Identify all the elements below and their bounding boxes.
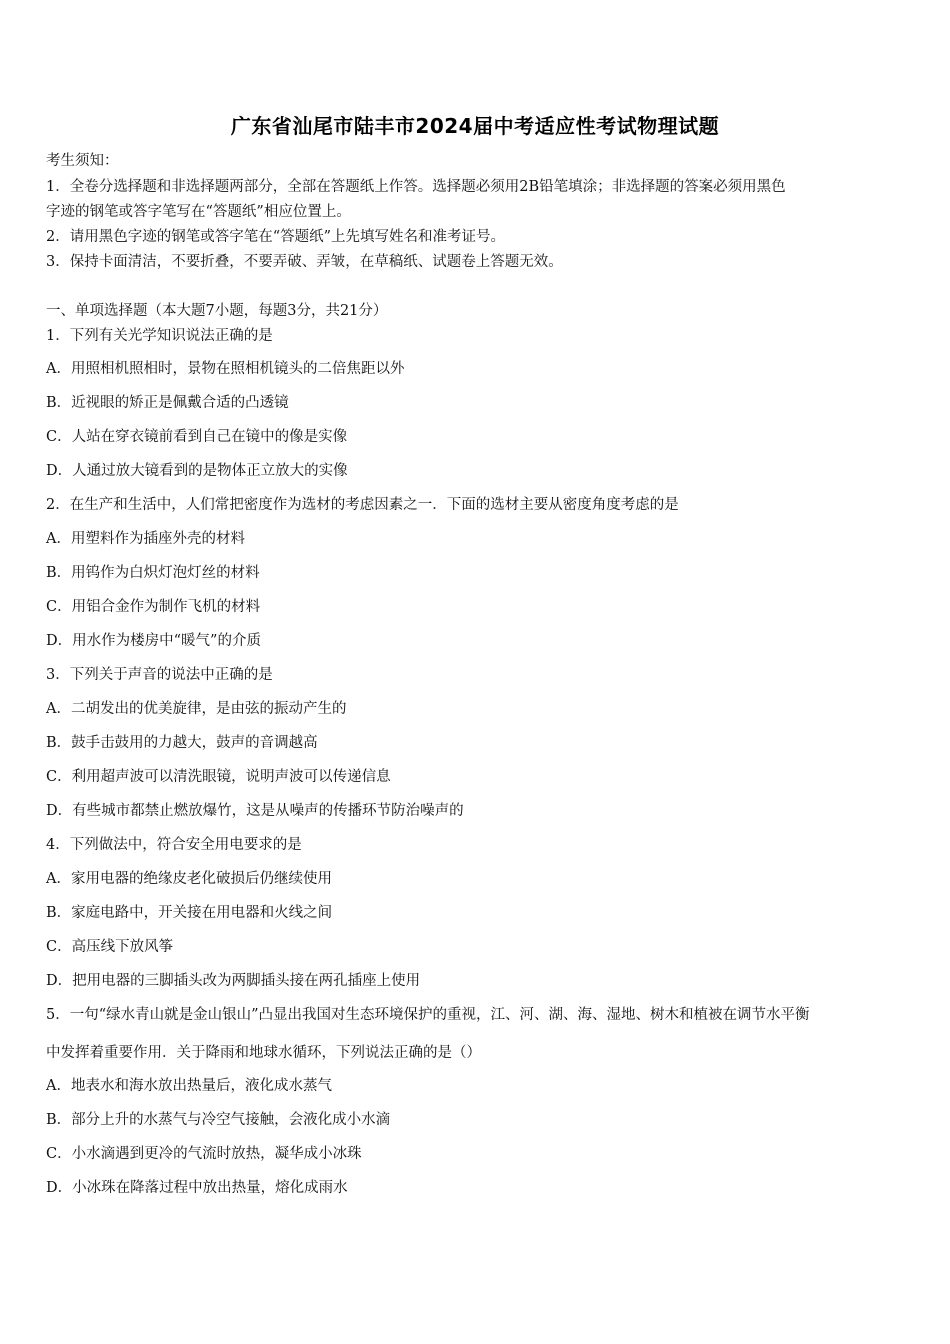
question-option: D．小冰珠在降落过程中放出热量，熔化成雨水 [46, 1180, 348, 1196]
question-stem: 3．下列关于声音的说法中正确的是 [46, 667, 273, 683]
page-title: 广东省汕尾市陆丰市2024届中考适应性考试物理试题 [230, 114, 720, 138]
notice-item: 1．全卷分选择题和非选择题两部分，全部在答题纸上作答。选择题必须用2B铅笔填涂；非选择题的答案必须用黑色 [46, 179, 786, 195]
question-option: C．人站在穿衣镜前看到自己在镜中的像是实像 [46, 429, 348, 445]
question-option: C．用铝合金作为制作飞机的材料 [46, 599, 261, 615]
question-option: D．用水作为楼房中“暖气”的介质 [46, 633, 261, 649]
section-heading: 一、单项选择题（本大题7小题，每题3分，共21分） [46, 303, 388, 319]
notice-item: 2．请用黑色字迹的钢笔或答字笔在“答题纸”上先填写姓名和准考证号。 [46, 229, 506, 245]
question-option: D．把用电器的三脚插头改为两脚插头接在两孔插座上使用 [46, 973, 421, 989]
question-option: C．利用超声波可以清洗眼镜，说明声波可以传递信息 [46, 769, 391, 785]
question-stem: 1．下列有关光学知识说法正确的是 [46, 328, 273, 344]
question-option: C．高压线下放风筝 [46, 939, 174, 955]
question-option: B．部分上升的水蒸气与冷空气接触，会液化成小水滴 [46, 1112, 391, 1128]
notice-heading: 考生须知： [46, 153, 119, 169]
notice-item: 3．保持卡面清洁，不要折叠，不要弄破、弄皱，在草稿纸、试题卷上答题无效。 [46, 254, 563, 270]
question-option: B．近视眼的矫正是佩戴合适的凸透镜 [46, 395, 289, 411]
question-option: B．用钨作为白炽灯泡灯丝的材料 [46, 565, 260, 581]
question-option: A．地表水和海水放出热量后，液化成水蒸气 [46, 1078, 332, 1094]
question-option: A．二胡发出的优美旋律，是由弦的振动产生的 [46, 701, 347, 717]
notice-item: 字迹的钢笔或答字笔写在“答题纸”相应位置上。 [46, 204, 351, 220]
question-option: D．人通过放大镜看到的是物体正立放大的实像 [46, 463, 348, 479]
question-option: B．鼓手击鼓用的力越大，鼓声的音调越高 [46, 735, 318, 751]
question-option: A．用照相机照相时，景物在照相机镜头的二倍焦距以外 [46, 361, 405, 377]
question-stem: 2．在生产和生活中，人们常把密度作为选材的考虑因素之一．下面的选材主要从密度角度考虑的是 [46, 497, 679, 513]
question-option: B．家庭电路中，开关接在用电器和火线之间 [46, 905, 333, 921]
question-stem: 5．一句“绿水青山就是金山银山”凸显出我国对生态环境保护的重视，江、河、湖、海、湿地、树木和植被在调节水平衡 [46, 1007, 810, 1023]
question-option: A．用塑料作为插座外壳的材料 [46, 531, 245, 547]
question-option: A．家用电器的绝缘皮老化破损后仍继续使用 [46, 871, 332, 887]
question-option: D．有些城市都禁止燃放爆竹，这是从噪声的传播环节防治噪声的 [46, 803, 464, 819]
question-stem-continued: 中发挥着重要作用．关于降雨和地球水循环，下列说法正确的是（） [46, 1045, 481, 1061]
question-option: C．小水滴遇到更冷的气流时放热，凝华成小冰珠 [46, 1146, 362, 1162]
question-stem: 4．下列做法中，符合安全用电要求的是 [46, 837, 302, 853]
